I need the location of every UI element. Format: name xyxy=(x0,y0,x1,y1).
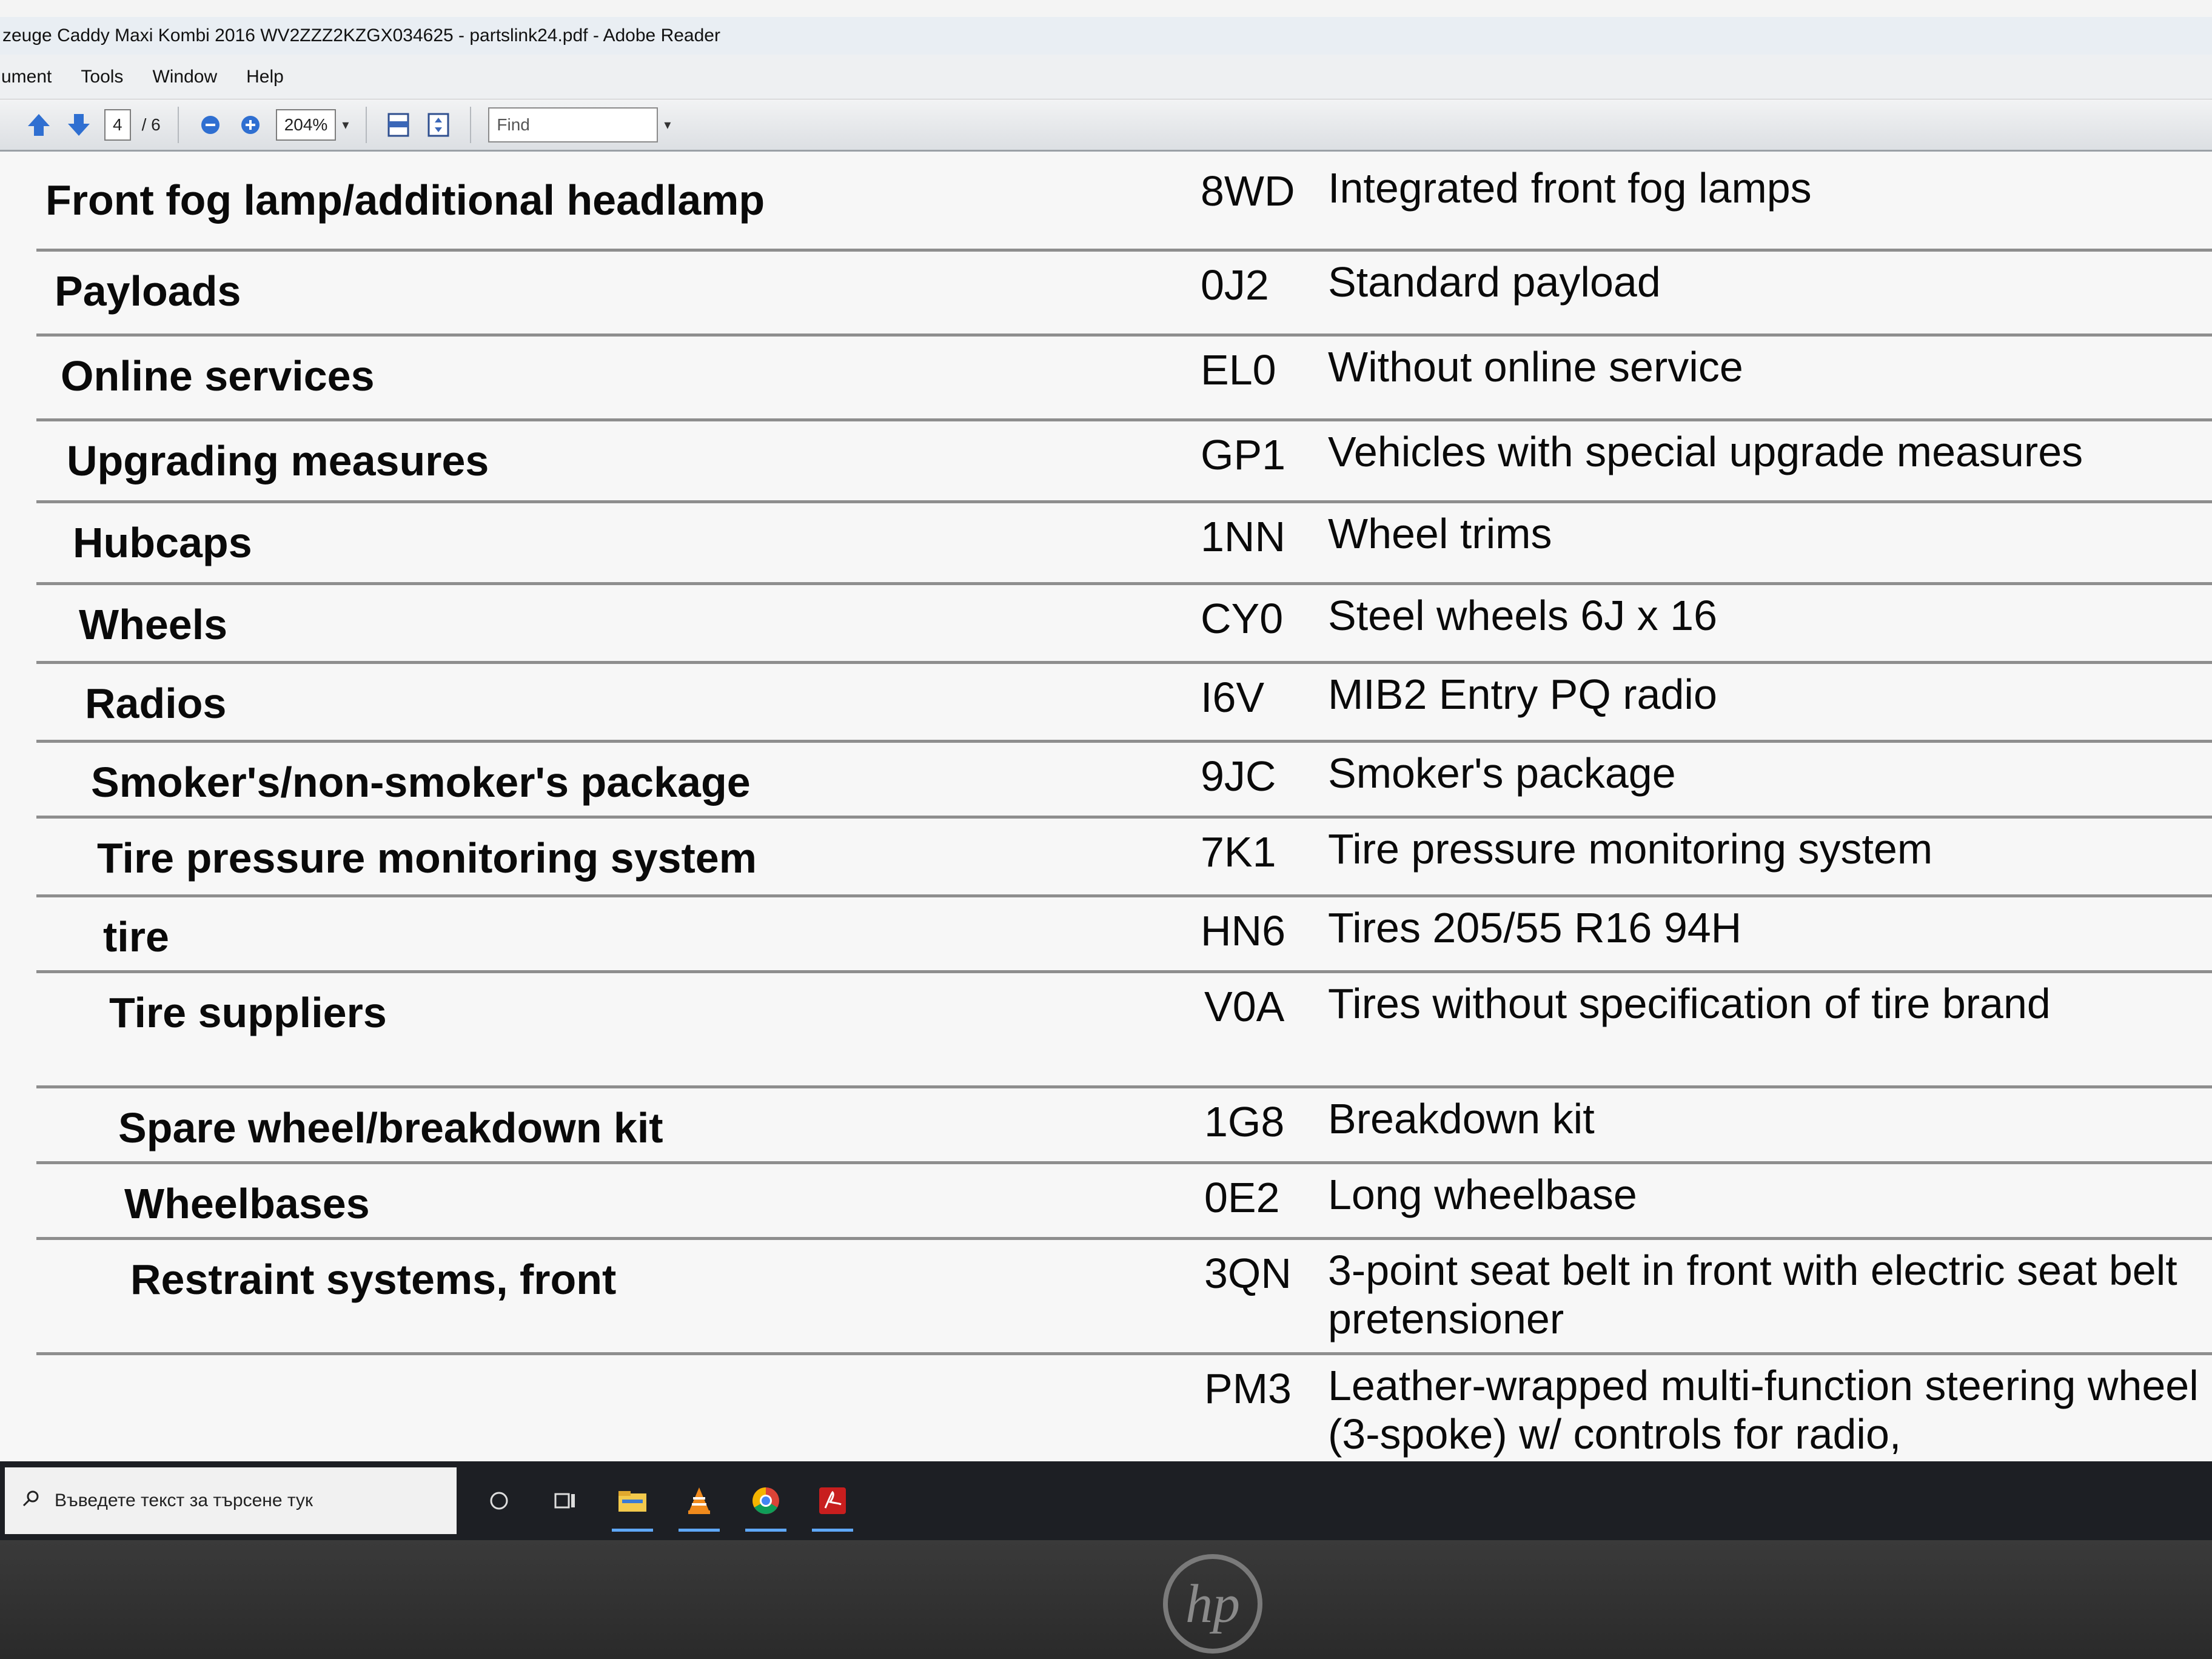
row-code: 3QN xyxy=(1204,1250,1292,1297)
menu-help[interactable]: Help xyxy=(246,66,284,87)
page-number-input[interactable]: 4 xyxy=(104,109,131,141)
table-row xyxy=(36,152,2212,249)
row-code: 0E2 xyxy=(1204,1174,1280,1221)
row-label: Radios xyxy=(85,680,227,727)
table-row xyxy=(36,500,2212,582)
row-code: 7K1 xyxy=(1201,828,1276,876)
table-row xyxy=(36,249,2212,333)
menu-document[interactable]: ument xyxy=(1,66,52,87)
row-description: 3-point seat belt in front with electric seat belt pretensioner xyxy=(1328,1247,2177,1342)
row-description: Long wheelbase xyxy=(1328,1171,1637,1218)
window-title: zeuge Caddy Maxi Kombi 2016 WV2ZZZ2KZGX034625 - partslink24.pdf - Adobe Reader xyxy=(0,17,2212,55)
row-label: Tire pressure monitoring system xyxy=(97,834,757,882)
row-label: Restraint systems, front xyxy=(130,1256,617,1303)
toolbar-divider xyxy=(366,107,367,143)
row-label: Wheels xyxy=(79,601,228,648)
table-row xyxy=(36,894,2212,970)
taskbar-search-box[interactable] xyxy=(5,1467,457,1534)
fit-width-icon[interactable] xyxy=(384,110,413,139)
row-label: Upgrading measures xyxy=(67,437,489,484)
file-explorer-icon[interactable] xyxy=(608,1467,657,1534)
zoom-out-icon[interactable] xyxy=(196,110,225,139)
row-code: CY0 xyxy=(1201,595,1284,642)
row-label: Tire suppliers xyxy=(109,989,387,1036)
search-icon xyxy=(22,1489,40,1512)
row-code: V0A xyxy=(1204,983,1285,1030)
row-description: Leather-wrapped multi-function steering wheel (3-spoke) w/ controls for radio, xyxy=(1328,1362,2199,1458)
table-row xyxy=(36,661,2212,740)
row-code: 9JC xyxy=(1201,752,1276,800)
toolbar-divider xyxy=(178,107,179,143)
cortana-icon[interactable] xyxy=(475,1467,523,1534)
row-code: 0J2 xyxy=(1201,261,1269,309)
row-label: Front fog lamp/additional headlamp xyxy=(45,176,765,224)
page-total: / 6 xyxy=(141,115,161,134)
row-description: Vehicles with special upgrade measures xyxy=(1328,428,2083,475)
row-description: Integrated front fog lamps xyxy=(1328,164,1812,212)
row-description: Steel wheels 6J x 16 xyxy=(1328,592,1718,639)
row-code: HN6 xyxy=(1201,907,1286,954)
menu-window[interactable]: Window xyxy=(152,66,218,87)
table-row xyxy=(36,333,2212,418)
row-code: PM3 xyxy=(1204,1365,1292,1412)
row-description: Without online service xyxy=(1328,343,1743,390)
zoom-level-select[interactable]: 204% xyxy=(276,109,337,141)
monitor-bezel xyxy=(0,1540,2212,1659)
menu-tools[interactable]: Tools xyxy=(81,66,124,87)
zoom-dropdown-icon[interactable]: ▾ xyxy=(342,116,349,132)
zoom-in-icon[interactable] xyxy=(236,110,265,139)
find-dropdown-icon[interactable]: ▾ xyxy=(664,116,671,132)
row-code: 8WD xyxy=(1201,167,1295,215)
next-page-icon[interactable] xyxy=(64,110,93,139)
fit-page-icon[interactable] xyxy=(424,110,453,139)
row-label: Hubcaps xyxy=(73,519,252,566)
chrome-icon[interactable] xyxy=(742,1467,790,1534)
row-label: Wheelbases xyxy=(124,1180,370,1227)
row-label: Smoker's/non-smoker's package xyxy=(91,759,751,806)
table-row xyxy=(36,970,2212,1085)
find-input[interactable]: Find xyxy=(488,107,658,142)
row-code: I6V xyxy=(1201,674,1265,721)
row-code: 1G8 xyxy=(1204,1098,1285,1145)
row-description: Tires without specification of tire brand xyxy=(1328,980,2051,1027)
table-row xyxy=(36,1237,2212,1352)
table-row xyxy=(36,740,2212,816)
row-description: Tire pressure monitoring system xyxy=(1328,825,1933,873)
row-description: Smoker's package xyxy=(1328,749,1676,797)
table-row xyxy=(36,418,2212,500)
taskbar-search-placeholder: Въведете текст за търсене тук xyxy=(55,1490,313,1510)
table-row xyxy=(36,816,2212,894)
row-code: 1NN xyxy=(1201,513,1286,560)
svg-text:hp: hp xyxy=(1185,1574,1240,1634)
row-description: Tires 205/55 R16 94H xyxy=(1328,904,1742,951)
toolbar-divider xyxy=(470,107,471,143)
row-label: Payloads xyxy=(55,267,241,315)
previous-page-icon[interactable] xyxy=(24,110,53,139)
row-description: Standard payload xyxy=(1328,258,1661,306)
row-description: Wheel trims xyxy=(1328,510,1552,557)
taskbar xyxy=(0,1461,2212,1540)
task-view-icon[interactable] xyxy=(541,1467,590,1534)
row-code: GP1 xyxy=(1201,431,1286,478)
row-description: Breakdown kit xyxy=(1328,1095,1595,1142)
row-description: MIB2 Entry PQ radio xyxy=(1328,671,1717,718)
table-row xyxy=(36,582,2212,661)
row-code: EL0 xyxy=(1201,346,1276,394)
document-page xyxy=(0,152,2212,1461)
menu-bar xyxy=(0,55,2212,99)
table-row xyxy=(36,1161,2212,1237)
vlc-icon[interactable] xyxy=(675,1467,723,1534)
toolbar xyxy=(0,99,2212,152)
hp-logo-icon xyxy=(1158,1552,1267,1655)
table-row xyxy=(36,1085,2212,1161)
row-label: Online services xyxy=(61,352,375,400)
row-label: tire xyxy=(103,913,169,960)
table-row xyxy=(36,1352,2212,1461)
row-label: Spare wheel/breakdown kit xyxy=(118,1104,663,1151)
adobe-reader-icon[interactable] xyxy=(808,1467,857,1534)
